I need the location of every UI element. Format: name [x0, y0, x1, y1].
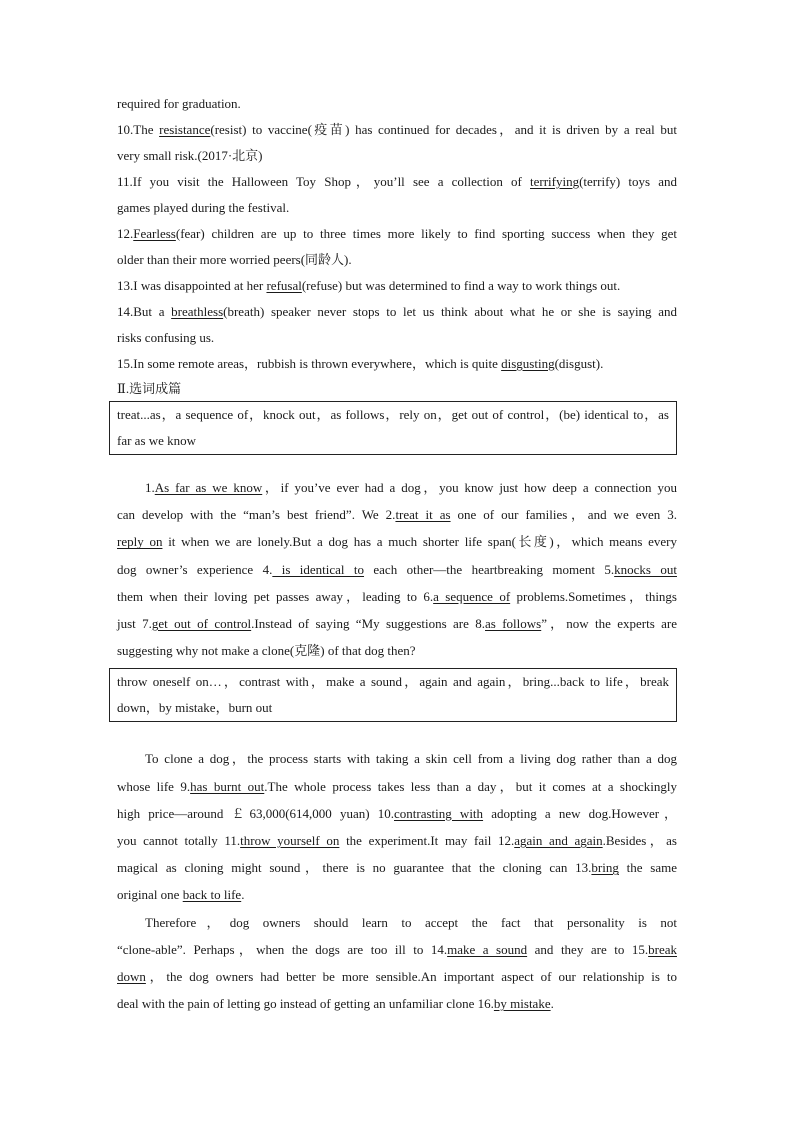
sentence-13: 13.I was disappointed at her refusal(refuse) but was determined to find a way to work things out.: [117, 278, 621, 293]
answer-3: reply on: [117, 534, 163, 550]
word-box-1-line-2: far as we know: [117, 433, 197, 448]
answer-16: by mistake: [493, 996, 551, 1012]
sentence-11-cont: games played during the festival.: [117, 200, 290, 215]
paragraph-1: 1.As far as we know，if you’ve ever had a dog，you know just how deep a connection you can develop with the “man’s best friend”. We 2.treat it as one of our families，and we even 3. reply on it when we are lonely.But a dog has a much shorter life span(长度)，which means every dog owner’s experience 4. is identical to each other—the heartbreaking moment 5.knocks out them when their loving pet passes away，leading to 6.a sequence of problems.Sometimes，things just 7.get out of control.Instead of saying “My suggestions are 8.as follows”，now the experts are suggesting why not make a clone(克隆) of that dog then?: [117, 480, 677, 659]
paragraph-3: Therefore，dog owners should learn to accept the fact that personality is not “clone-able”. Perhaps，when the dogs are too ill to 14.make a sound and they are to 15.break down，the dog owners had better be more sensible.An important aspect of our relationship is to deal with the pain of letting go instead of getting an unfamiliar clone 16.by mistake.: [117, 914, 677, 1012]
sentence-10-cont: very small risk.(2017·北京): [117, 148, 263, 163]
sentence-11: 11.If you visit the Halloween Toy Shop，you’ll see a collection of terrifying(terrify) toys and: [117, 174, 677, 189]
sentence-10: 10.The resistance(resist) to vaccine(疫苗) has continued for decades，and it is driven by a real but: [117, 122, 677, 137]
answer-terrifying: terrifying: [530, 174, 580, 189]
answer-9: has burnt out: [190, 778, 265, 794]
sentence-12-cont: older than their more worried peers(同龄人).: [117, 252, 352, 267]
word-box-1-line-1: treat...as，a sequence of，knock out，as follows，rely on，get out of control，(be) identical to，as: [117, 407, 669, 422]
answer-8: as follows: [485, 616, 542, 632]
word-box-2-line-1: throw oneself on…，contrast with，make a sound，again and again，bring...back to life，break: [117, 674, 669, 690]
answer-12: again and again: [514, 833, 603, 849]
paragraph-2: To clone a dog，the process starts with taking a skin cell from a living dog rather than a dog whose life 9.has burnt out.The whole process takes less than a day，but it comes at a shockingly high price—around ￡63,000(614,000 yuan) 10.contrasting with adopting a new dog.However， you cannot totally 11.throw yourself on the experiment.It may fail 12.again and again.Besides，as magical as cloning might sound，there is no guarantee that the cloning can 13.bring the same original one back to life.: [117, 751, 677, 903]
answer-13-continued: back to life: [182, 887, 242, 903]
section-heading: Ⅱ.选词成篇: [117, 381, 182, 396]
word-box-1: [109, 401, 677, 455]
answer-fearless: Fearless: [133, 226, 176, 241]
answer-10: contrasting with: [394, 805, 484, 821]
answer-refusal: refusal: [266, 278, 302, 293]
page-content: [117, 91, 677, 1017]
answer-7: get out of control: [151, 616, 252, 632]
answer-6: a sequence of: [433, 588, 511, 604]
word-formation-exercises: [117, 91, 677, 377]
answer-11: throw yourself on: [240, 833, 340, 849]
word-box-2-line-2: down，by mistake，burn out: [117, 700, 273, 716]
answer-5: knocks out: [614, 561, 677, 577]
answer-breathless: breathless: [171, 304, 224, 319]
answer-1: As far as we know: [154, 480, 263, 495]
sentence-15: 15.In some remote areas，rubbish is thrown everywhere，which is quite disgusting(disgust).: [117, 356, 604, 371]
answer-disgusting: disgusting: [501, 356, 555, 371]
answer-resistance: resistance: [159, 122, 211, 137]
sentence-14: 14.But a breathless(breath) speaker never stops to let us think about what he or she is saying and: [117, 304, 677, 319]
sentence-14-cont: risks confusing us.: [117, 330, 215, 345]
answer-13: bring: [591, 860, 619, 876]
answer-15: break: [648, 941, 677, 957]
word-box-2: [109, 668, 677, 722]
answer-14: make a sound: [447, 941, 528, 957]
answer-4: is identical to: [272, 561, 365, 577]
sentence-9-continuation: required for graduation.: [117, 96, 241, 111]
answer-15-continued: down: [117, 969, 146, 985]
sentence-12: 12.Fearless(fear) children are up to three times more likely to find sporting success when they get: [117, 226, 677, 241]
answer-2: treat it as: [395, 507, 451, 523]
